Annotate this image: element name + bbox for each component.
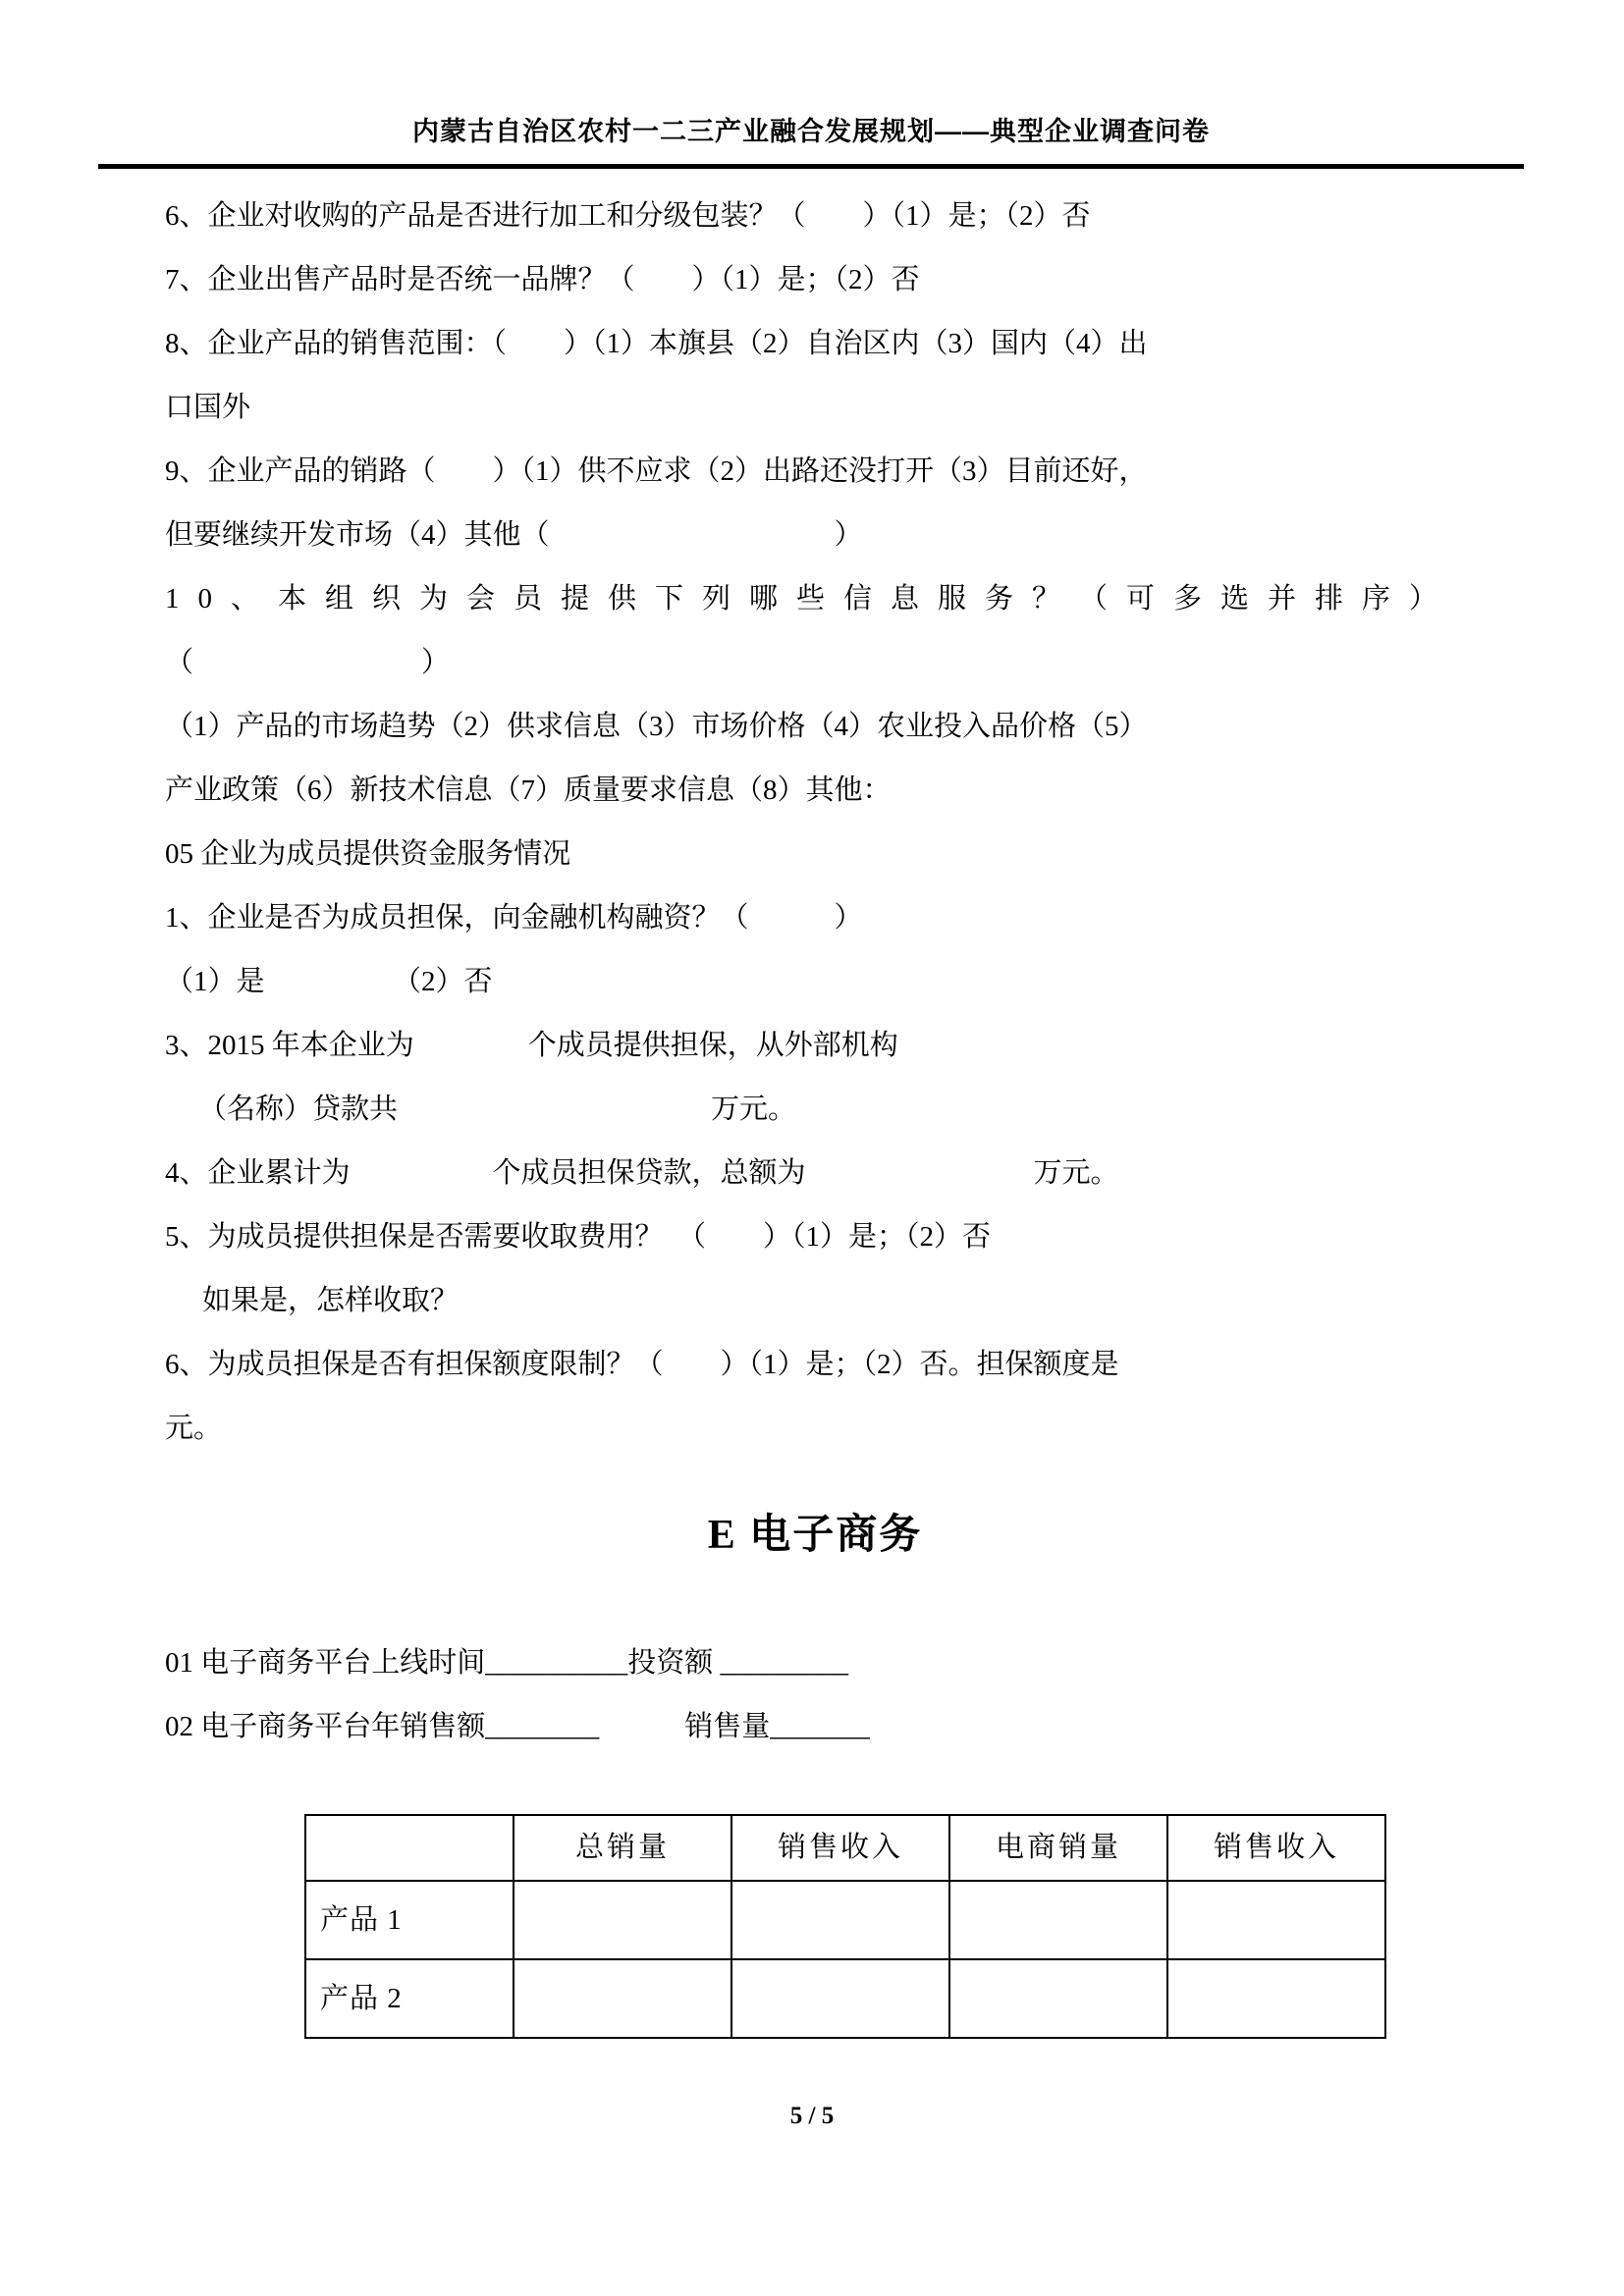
section-e-title: E 电子商务 xyxy=(707,1513,923,1558)
question-9-market-cont: 但要继续开发市场（4）其他（ ） xyxy=(165,519,863,551)
cell-product-2-ecom-volume xyxy=(949,1959,1167,2038)
question-1-guarantee: 1、企业是否为成员担保，向金融机构融资？（ ） xyxy=(165,902,863,934)
cell-product-1-total-volume xyxy=(514,1881,731,1959)
cell-product-1-sales-revenue xyxy=(731,1881,949,1959)
question-1-options: （1）是 （2）否 xyxy=(165,966,493,997)
row-label-product-2: 产品 2 xyxy=(305,1959,514,2038)
question-7-brand: 7、企业出售产品时是否统一品牌？（ ）（1）是；（2）否 xyxy=(165,264,920,295)
table-row-product-2 xyxy=(305,1959,1385,2038)
question-8-sales-scope: 8、企业产品的销售范围：（ ）（1）本旗县（2）自治区内（3）国内（4）出 xyxy=(165,328,1148,359)
question-10-options-b: 产业政策（6）新技术信息（7）质量要求信息（8）其他： xyxy=(165,774,892,806)
product-sales-table xyxy=(304,1814,1386,2039)
question-3-guarantee-2015: 3、2015 年本企业为 个成员提供担保，从外部机构 xyxy=(165,1030,898,1061)
question-3-loan-blank: （名称）贷款共 万元。 xyxy=(198,1094,797,1125)
page-number-indicator: 5 / 5 xyxy=(789,2103,835,2129)
cell-product-2-ecom-revenue xyxy=(1167,1959,1385,2038)
question-5-fees-how: 如果是，怎样收取？ xyxy=(202,1285,460,1316)
table-header-ecommerce-revenue: 销售收入 xyxy=(1167,1815,1385,1881)
ecommerce-block xyxy=(165,1631,1465,1759)
ecommerce-line-01: 01 电子商务平台上线时间__________投资额 _________ xyxy=(165,1647,849,1679)
question-8-sales-scope-cont: 口国外 xyxy=(165,392,251,423)
question-6-limit-cont: 元。 xyxy=(165,1413,223,1444)
question-10-answer-blank: （ ） xyxy=(165,647,451,678)
table-header-total-sales-volume: 总销量 xyxy=(514,1815,731,1881)
cell-product-1-ecom-revenue xyxy=(1167,1881,1385,1959)
question-9-market: 9、企业产品的销路（ ）（1）供不应求（2）出路还没打开（3）目前还好， xyxy=(165,455,1148,487)
page-header-title: 内蒙古自治区农村一二三产业融合发展规划——典型企业调查问卷 xyxy=(412,117,1210,146)
section-05-heading: 05 企业为成员提供资金服务情况 xyxy=(165,838,571,870)
cell-product-1-ecom-volume xyxy=(949,1881,1167,1959)
document-body xyxy=(165,185,1465,2039)
question-6-processing: 6、企业对收购的产品是否进行加工和分级包装？（ ）（1）是；（2）否 xyxy=(165,200,1091,232)
question-10-info-services: 10、本组织为会员提供下列哪些信息服务？（可多选并排序） xyxy=(165,583,1457,614)
page-header xyxy=(98,110,1524,169)
question-4-cumulative: 4、企业累计为 个成员担保贷款，总额为 万元。 xyxy=(165,1157,1119,1189)
cell-product-2-sales-revenue xyxy=(731,1959,949,2038)
page-footer xyxy=(0,2103,1624,2130)
question-6-limit: 6、为成员担保是否有担保额度限制？（ ）（1）是；（2）否。担保额度是 xyxy=(165,1349,1119,1380)
question-5-fees: 5、为成员提供担保是否需要收取费用？ （ ）（1）是；（2）否 xyxy=(165,1221,992,1253)
row-label-product-1: 产品 1 xyxy=(305,1881,514,1959)
table-header-sales-revenue: 销售收入 xyxy=(731,1815,949,1881)
table-header-row xyxy=(305,1815,1385,1881)
question-10-options-a: （1）产品的市场趋势（2）供求信息（3）市场价格（4）农业投入品价格（5） xyxy=(165,711,1148,742)
table-header-ecommerce-volume: 电商销量 xyxy=(949,1815,1167,1881)
table-header-empty xyxy=(305,1815,514,1881)
table-row-product-1 xyxy=(305,1881,1385,1959)
ecommerce-line-02: 02 电子商务平台年销售额________ 销售量_______ xyxy=(165,1711,870,1742)
cell-product-2-total-volume xyxy=(514,1959,731,2038)
